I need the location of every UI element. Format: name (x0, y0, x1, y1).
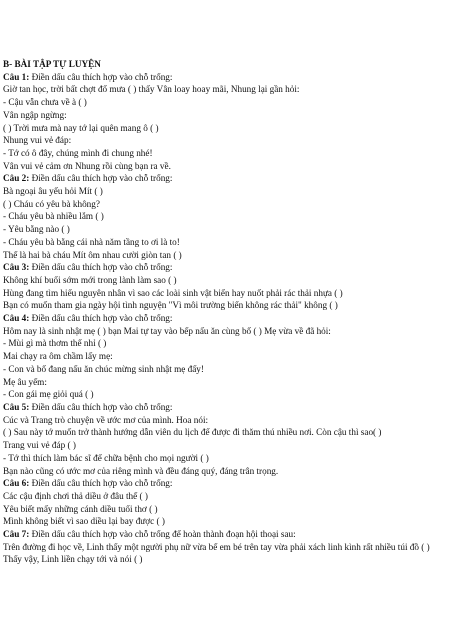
text-line (3, 350, 443, 363)
line-text: Điền dấu câu thích hợp vào chỗ trống: (29, 262, 173, 273)
question-label: Câu 2: (3, 173, 30, 184)
text-line (3, 388, 443, 401)
line-text: - Con gái mẹ giỏi quá ( ) (3, 389, 94, 400)
text-line (3, 83, 443, 96)
text-line (3, 287, 443, 300)
line-text: - Cậu vẫn chưa về à ( ) (3, 97, 87, 108)
line-text: ( ) Cháu có yêu bà không? (3, 198, 100, 209)
line-text: Không khí buổi sớm mới trong lành làm sao ( ) (3, 274, 177, 285)
text-line (3, 452, 443, 465)
text-line (3, 223, 443, 236)
text-line (3, 236, 443, 249)
text-line (3, 274, 443, 287)
text-line (3, 185, 443, 198)
line-text: Vân vui vẻ cảm ơn Nhung rồi cùng bạn ra về. (3, 160, 171, 171)
text-line (3, 299, 443, 312)
line-text: Yêu biết mấy những cánh diều tuổi thơ ( ) (3, 503, 158, 514)
line-text: Bạn nào cũng có ước mơ của riêng mình và đều đáng quý, đáng trân trọng. (3, 465, 279, 476)
text-line (3, 210, 443, 223)
line-text: ( ) Trời mưa mà nay tớ lại quên mang ô ( ) (3, 122, 159, 133)
text-line (3, 160, 443, 173)
line-text: Điền dấu câu thích hợp vào chỗ trống: (29, 173, 173, 184)
line-text: Bạn có muốn tham gia ngày hội tình nguyện "Vì môi trường biển không rác thải" không ( ) (3, 300, 338, 311)
text-line (3, 122, 443, 135)
line-text: Hôm nay là sinh nhật mẹ ( ) bạn Mai tự tay vào bếp nấu ăn cùng bố ( ) Mẹ vừa về đã hỏi: (3, 325, 331, 336)
line-text: Cúc và Trang trò chuyện về ước mơ của mình. Hoa nói: (3, 414, 209, 425)
text-line (3, 363, 443, 376)
line-text: Bà ngoại âu yếu hỏi Mít ( ) (3, 186, 103, 197)
line-text: Giờ tan học, trời bất chợt đổ mưa ( ) thấy Vân loay hoay mãi, Nhung lại gần hỏi: (3, 84, 300, 95)
text-line (3, 325, 443, 338)
line-text: ( ) Sau này tớ muốn trở thành hướng dẫn viên du lịch để được đi thăm thú nhiều nơi. Còn cậu thì sao( ) (3, 427, 382, 438)
text-line (3, 249, 443, 262)
text-line (3, 503, 443, 516)
line-text: Các cậu định chơi thả diều ở đâu thế ( ) (3, 490, 148, 501)
line-text: - Yêu bằng nào ( ) (3, 224, 70, 235)
text-line (3, 376, 443, 389)
line-text: Mai chạy ra ôm chầm lấy mẹ: (3, 351, 113, 362)
question-label: Câu 7: (3, 529, 30, 540)
line-text: Hùng đang tìm hiểu nguyên nhân vì sao các loài sinh vật biển hay nuốt phải rác thải nhựa ( ) (3, 287, 343, 298)
exercise-lines (3, 71, 443, 566)
text-line (3, 337, 443, 350)
text-line (3, 147, 443, 160)
question-heading (3, 477, 443, 490)
text-line (3, 439, 443, 452)
question-label: Câu 4: (3, 313, 30, 324)
line-text: Vân ngập ngừng: (3, 109, 67, 120)
question-label: Câu 1: (3, 71, 30, 82)
question-label: Câu 5: (3, 401, 30, 412)
text-line (3, 109, 443, 122)
text-line (3, 96, 443, 109)
line-text: Trên đường đi học về, Linh thấy một người phụ nữ vừa bế em bé trên tay vừa phải xách linh kình rất nhiều túi đồ ( ) Thấy vậy, Linh liền chạy tới và nói ( ) (3, 541, 430, 565)
text-line (3, 134, 443, 147)
text-line (3, 490, 443, 503)
line-text: - Cháu yêu bà nhiều lắm ( ) (3, 211, 104, 222)
question-heading (3, 172, 443, 185)
line-text: Điền dấu câu thích hợp vào chỗ trống: (29, 478, 173, 489)
line-text: - Mùi gì mà thơm thế nhỉ ( ) (3, 338, 107, 349)
line-text: Mình không biết vì sao diều lại bay được ( ) (3, 516, 165, 527)
text-line (3, 465, 443, 478)
question-heading (3, 528, 443, 541)
text-line (3, 541, 443, 566)
section-title: B- BÀI TẬP TỰ LUYỆN (3, 59, 101, 69)
text-line (3, 198, 443, 211)
question-heading (3, 401, 443, 414)
question-heading (3, 312, 443, 325)
line-text: Điền dấu câu thích hợp vào chỗ trống: (29, 401, 173, 412)
line-text: Nhung vui vẻ đáp: (3, 135, 72, 146)
line-text: - Tớ có ô đây, chúng mình đi chung nhé! (3, 147, 153, 158)
line-text: Trang vui vẻ đáp ( ) (3, 440, 76, 451)
question-label: Câu 6: (3, 478, 30, 489)
exercise-text (3, 58, 443, 566)
text-line (3, 426, 443, 439)
question-heading (3, 261, 443, 274)
question-label: Câu 3: (3, 262, 30, 273)
line-text: Điền dấu câu thích hợp vào chỗ trống để hoàn thành đoạn hội thoại sau: (29, 529, 296, 540)
line-text: Điền dấu câu thích hợp vào chỗ trống: (29, 313, 173, 324)
question-heading (3, 71, 443, 84)
line-text: - Con và bố đang nấu ăn chúc mừng sinh nhật mẹ đấy! (3, 363, 204, 374)
line-text: Điền dấu câu thích hợp vào chỗ trống: (29, 71, 173, 82)
line-text: - Cháu yêu bà bằng cái nhà năm tầng to ơi là to! (3, 236, 180, 247)
text-line (3, 414, 443, 427)
line-text: Mẹ âu yếm: (3, 376, 47, 387)
line-text: Thế là hai bà cháu Mít ôm nhau cười giòn tan ( ) (3, 249, 182, 260)
line-text: - Tớ thì thích làm bác sĩ để chữa bệnh cho mọi người ( ) (3, 452, 209, 463)
text-line (3, 515, 443, 528)
